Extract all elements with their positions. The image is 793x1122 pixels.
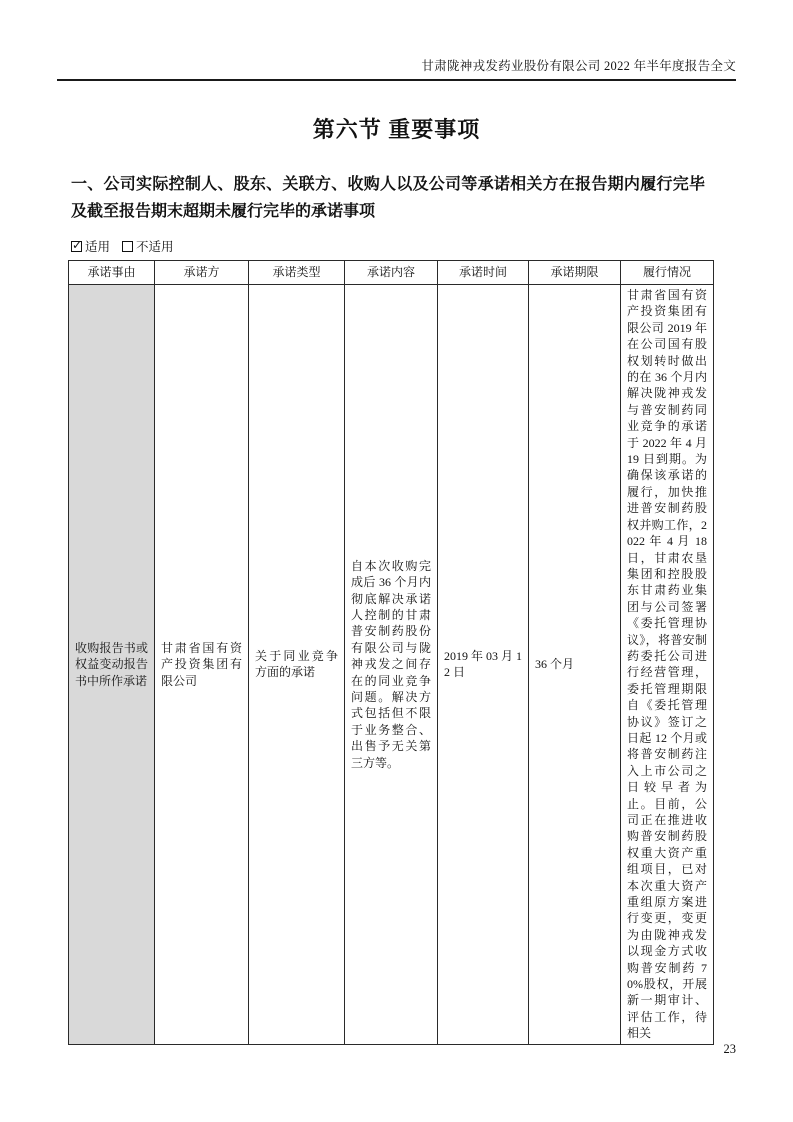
commitment-content-cell: 自本次收购完成后 36 个月内彻底解决承诺人控制的甘肃普安制药股份有限公司与陇神戎发之间存在的同业竞争问题。解决方式包括但不限于业务整合、出售予无关第三方等。: [345, 285, 438, 1045]
col-header-content: 承诺内容: [345, 261, 438, 285]
checkbox-unchecked-icon: [122, 241, 133, 252]
col-header-performance: 履行情况: [621, 261, 714, 285]
running-header: [57, 58, 736, 74]
page-title: 第六节 重要事项: [312, 117, 481, 142]
col-header-type: 承诺类型: [249, 261, 345, 285]
commitment-party-cell: 甘肃省国有资产投资集团有限公司: [155, 285, 249, 1045]
table-header-row: [69, 261, 714, 285]
check-mark-icon: ✓: [72, 238, 83, 252]
commitment-performance-cell: 甘肃省国有资产投资集团有限公司 2019 年在公司国有股权划转时做出的在 36 个月内解决陇神戎发与普安制药同业竞争的承诺于 2022 年 4 月 19 日到期。为确保该承诺的履行，加快推进普安制药股权并购工作，2022 年 4 月 18 日，甘肃农垦集团和控股股东甘肃药业集团与公司签署《委托管理协议》，将普安制药委托公司进行经营管理，委托管理期限自《委托管理协议》签订之日起 12 个月或将普安制药注入上市公司之日较早者为止。目前，公司正在推进收购普安制药股权重大资产重组项目，已对本次重大资产重组原方案进行变更，变更为由陇神戎发以现金方式收购普安制药 70%股权，开展新一期审计、评估工作，待相关: [621, 285, 714, 1045]
col-header-time: 承诺时间: [438, 261, 529, 285]
commitment-duration-cell: 36 个月: [529, 285, 621, 1045]
commitments-table: [68, 260, 714, 1045]
applicability-row: [71, 240, 736, 255]
checkbox-checked-icon: [71, 238, 83, 252]
section-heading: 一、公司实际控制人、股东、关联方、收购人以及公司等承诺相关方在报告期内履行完毕及截至报告期末超期未履行完毕的承诺事项: [71, 176, 705, 220]
running-header-text: 甘肃陇神戎发药业股份有限公司 2022 年半年度报告全文: [421, 59, 736, 73]
applicable-label: 适用: [85, 240, 111, 254]
applicable-option: [71, 240, 110, 254]
header-rule: [57, 79, 736, 81]
col-header-duration: 承诺期限: [529, 261, 621, 285]
commitment-cause-cell: 收购报告书或权益变动报告书中所作承诺: [69, 285, 155, 1045]
not-applicable-label: 不适用: [136, 240, 174, 254]
commitment-type-cell: 关于同业竞争方面的承诺: [249, 285, 345, 1045]
commitment-time-cell: 2019 年 03 月 12 日: [438, 285, 529, 1045]
col-header-party: 承诺方: [155, 261, 249, 285]
table-row: [69, 285, 714, 1045]
page-number: 23: [723, 1042, 736, 1056]
not-applicable-option: [122, 240, 174, 254]
col-header-cause: 承诺事由: [69, 261, 155, 285]
